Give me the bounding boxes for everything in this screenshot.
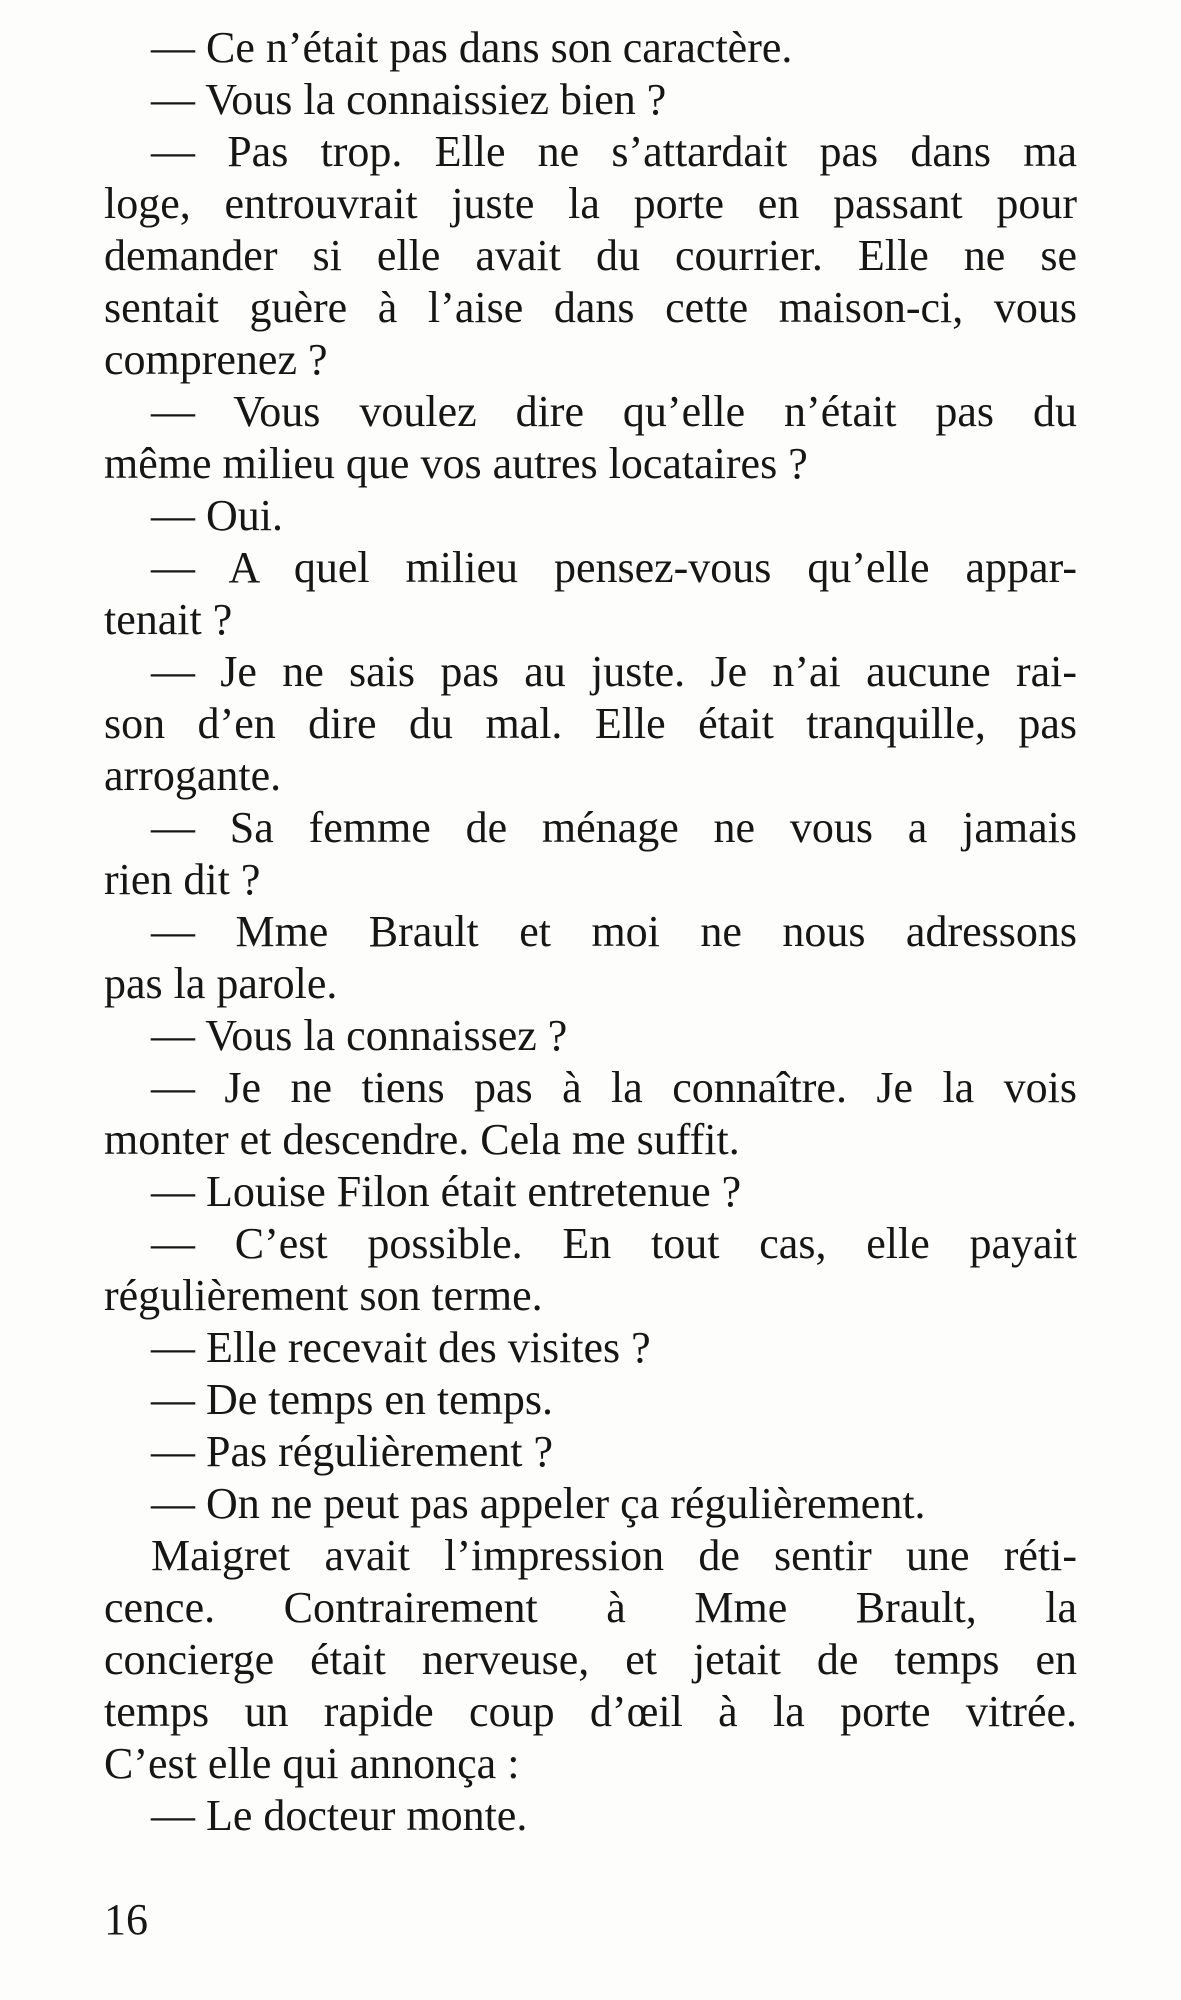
text-line: temps un rapide coup d’œil à la porte vitrée. bbox=[104, 1687, 1077, 1736]
text-line: loge, entrouvrait juste la porte en passant pour bbox=[104, 179, 1077, 228]
text-line: — Vous la connaissez ? bbox=[151, 1011, 568, 1060]
text-line: — Vous la connaissiez bien ? bbox=[151, 75, 667, 124]
text-line: — Elle recevait des visites ? bbox=[151, 1323, 651, 1372]
text-line: — Sa femme de ménage ne vous a jamais bbox=[151, 803, 1077, 852]
text-line: Maigret avait l’impression de sentir une réti- bbox=[151, 1531, 1077, 1580]
text-line: rien dit ? bbox=[104, 855, 261, 904]
text-line: — Louise Filon était entretenue ? bbox=[151, 1167, 742, 1216]
text-line: arrogante. bbox=[104, 751, 282, 800]
text-line: même milieu que vos autres locataires ? bbox=[104, 439, 808, 488]
page-number: 16 bbox=[104, 1895, 148, 1944]
text-line: — De temps en temps. bbox=[151, 1375, 554, 1424]
text-line: comprenez ? bbox=[104, 335, 328, 384]
text-line: — Pas régulièrement ? bbox=[151, 1427, 553, 1476]
text-line: C’est elle qui annonça : bbox=[104, 1739, 520, 1788]
text-line: — On ne peut pas appeler ça régulièrement. bbox=[151, 1479, 926, 1528]
text-line: concierge était nerveuse, et jetait de temps en bbox=[104, 1635, 1077, 1684]
text-line: son d’en dire du mal. Elle était tranquille, pas bbox=[104, 699, 1077, 748]
text-line: régulièrement son terme. bbox=[104, 1271, 543, 1320]
text-line: — A quel milieu pensez-vous qu’elle appar- bbox=[151, 543, 1077, 592]
text-line: cence. Contrairement à Mme Brault, la bbox=[104, 1583, 1077, 1632]
text-line: demander si elle avait du courrier. Elle ne se bbox=[104, 231, 1077, 280]
text-line: — Ce n’était pas dans son caractère. bbox=[151, 23, 793, 72]
text-line: — Mme Brault et moi ne nous adressons bbox=[151, 907, 1077, 956]
body-text bbox=[104, 22, 1077, 1842]
text-line: — Oui. bbox=[151, 491, 283, 540]
text-line: — Pas trop. Elle ne s’attardait pas dans ma bbox=[151, 127, 1077, 176]
text-line: — Vous voulez dire qu’elle n’était pas du bbox=[151, 387, 1077, 436]
text-line: — C’est possible. En tout cas, elle payait bbox=[151, 1219, 1077, 1268]
text-line: — Le docteur monte. bbox=[151, 1791, 528, 1840]
text-line: pas la parole. bbox=[104, 959, 338, 1008]
text-line: — Je ne tiens pas à la connaître. Je la vois bbox=[151, 1063, 1077, 1112]
text-line: tenait ? bbox=[104, 595, 233, 644]
text-line: — Je ne sais pas au juste. Je n’ai aucune rai- bbox=[151, 647, 1077, 696]
text-line: monter et descendre. Cela me suffit. bbox=[104, 1115, 740, 1164]
text-line: sentait guère à l’aise dans cette maison-ci, vous bbox=[104, 283, 1077, 332]
